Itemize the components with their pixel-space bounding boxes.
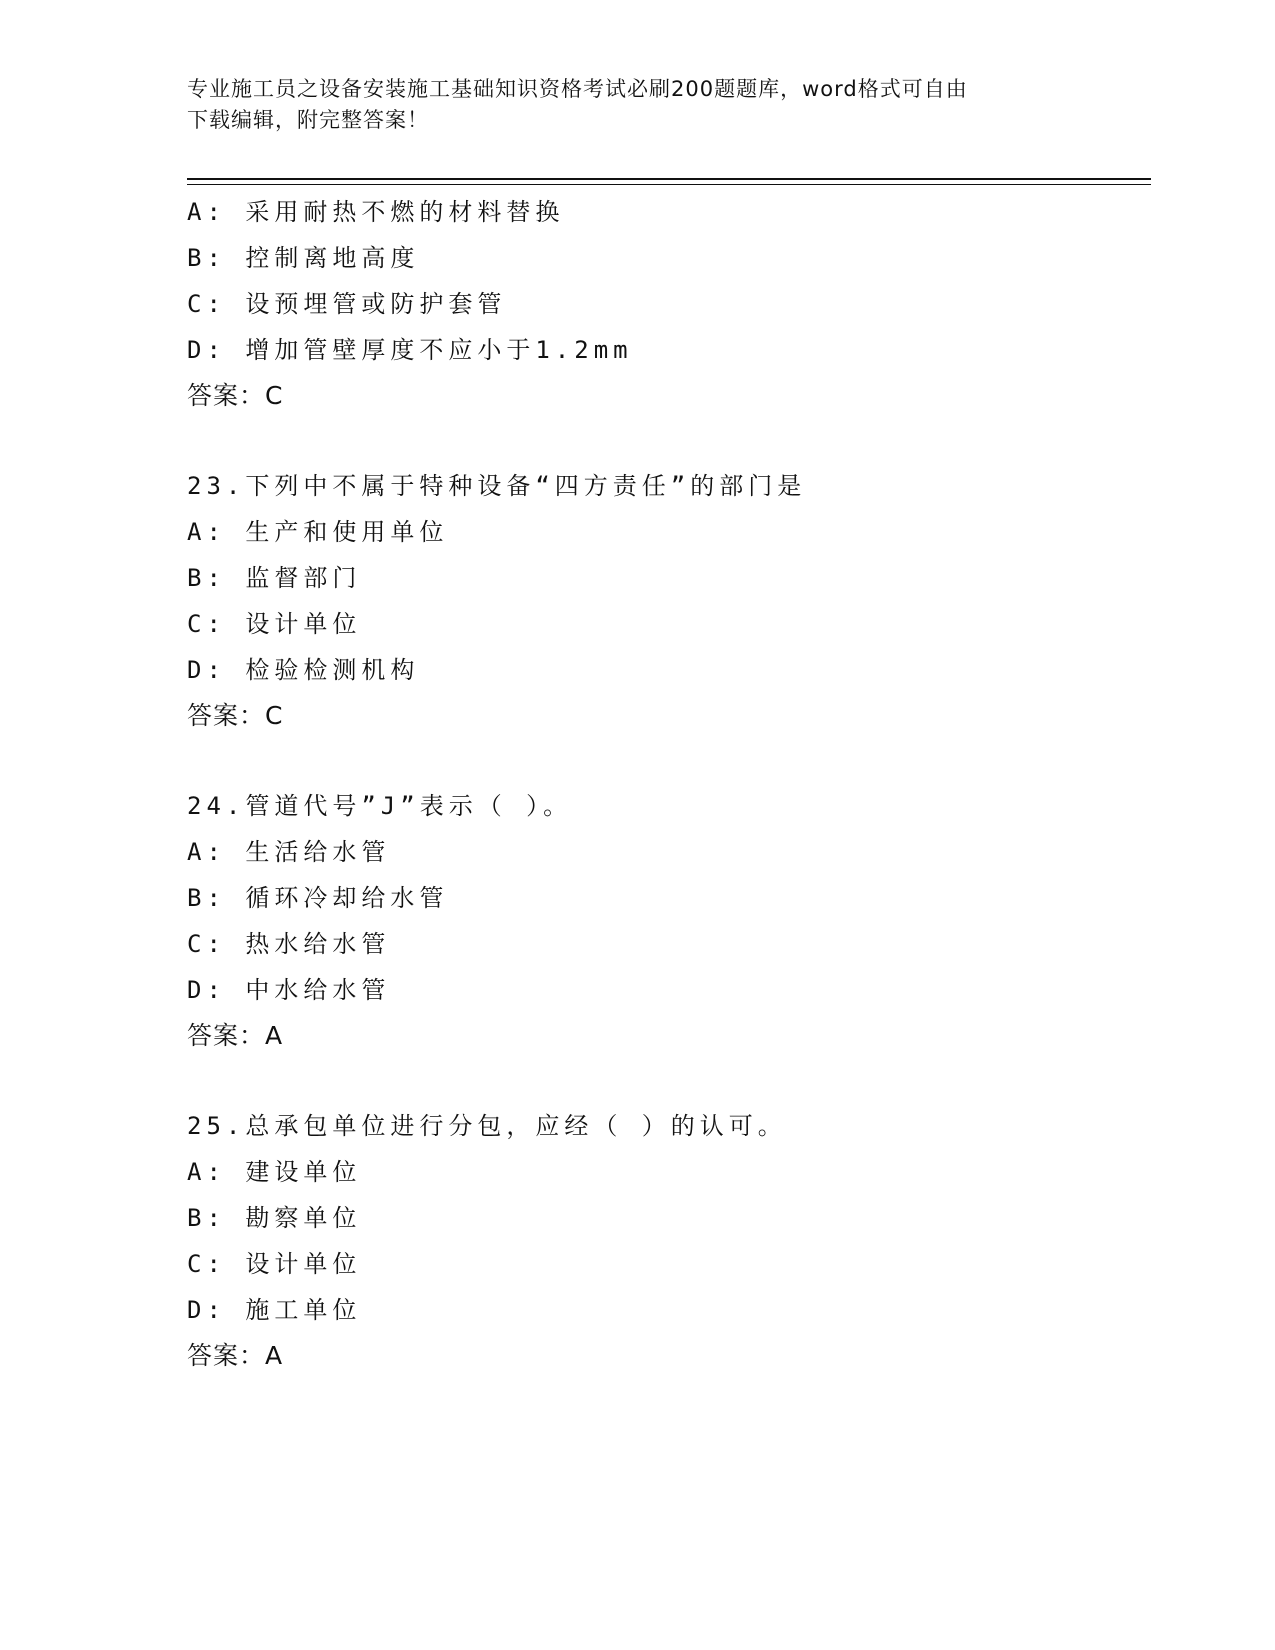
option-d: D: 施工单位 bbox=[187, 1296, 362, 1324]
question-title: 24.管道代号”J”表示（ ）。 bbox=[187, 792, 573, 820]
option-c: C: 设预埋管或防护套管 bbox=[187, 290, 507, 318]
header-rule-thick bbox=[187, 178, 1151, 180]
question-block-24 bbox=[187, 783, 1147, 1059]
option-b: B: 勘察单位 bbox=[187, 1204, 362, 1232]
answer-line: 答案：A bbox=[187, 1341, 284, 1370]
block-spacer bbox=[187, 419, 1147, 463]
answer-line: 答案：A bbox=[187, 1021, 284, 1050]
option-a: A: 生活给水管 bbox=[187, 838, 391, 866]
option-d: D: 增加管壁厚度不应小于1.2mm bbox=[187, 336, 633, 364]
answer-line: 答案：C bbox=[187, 701, 284, 730]
question-title: 23.下列中不属于特种设备“四方责任”的部门是 bbox=[187, 472, 807, 500]
block-spacer bbox=[187, 739, 1147, 783]
question-block-23 bbox=[187, 463, 1147, 739]
question-title: 25.总承包单位进行分包，应经（ ）的认可。 bbox=[187, 1112, 787, 1140]
question-body bbox=[187, 189, 1147, 1379]
option-d: D: 检验检测机构 bbox=[187, 656, 420, 684]
question-block-22 bbox=[187, 189, 1147, 419]
document-header bbox=[187, 74, 1077, 136]
option-c: C: 设计单位 bbox=[187, 1250, 362, 1278]
option-b: B: 控制离地高度 bbox=[187, 244, 420, 272]
option-a: A: 建设单位 bbox=[187, 1158, 362, 1186]
header-line-2: 下载编辑，附完整答案！ bbox=[187, 108, 429, 132]
question-block-25 bbox=[187, 1103, 1147, 1379]
block-spacer bbox=[187, 1059, 1147, 1103]
answer-line: 答案：C bbox=[187, 381, 284, 410]
option-c: C: 设计单位 bbox=[187, 610, 362, 638]
option-a: A: 采用耐热不燃的材料替换 bbox=[187, 198, 565, 226]
option-b: B: 循环冷却给水管 bbox=[187, 884, 449, 912]
option-b: B: 监督部门 bbox=[187, 564, 362, 592]
option-d: D: 中水给水管 bbox=[187, 976, 391, 1004]
option-a: A: 生产和使用单位 bbox=[187, 518, 449, 546]
header-line-1: 专业施工员之设备安装施工基础知识资格考试必刷200题题库，word格式可自由 bbox=[187, 77, 968, 101]
header-rule-thin bbox=[187, 184, 1151, 185]
option-c: C: 热水给水管 bbox=[187, 930, 391, 958]
